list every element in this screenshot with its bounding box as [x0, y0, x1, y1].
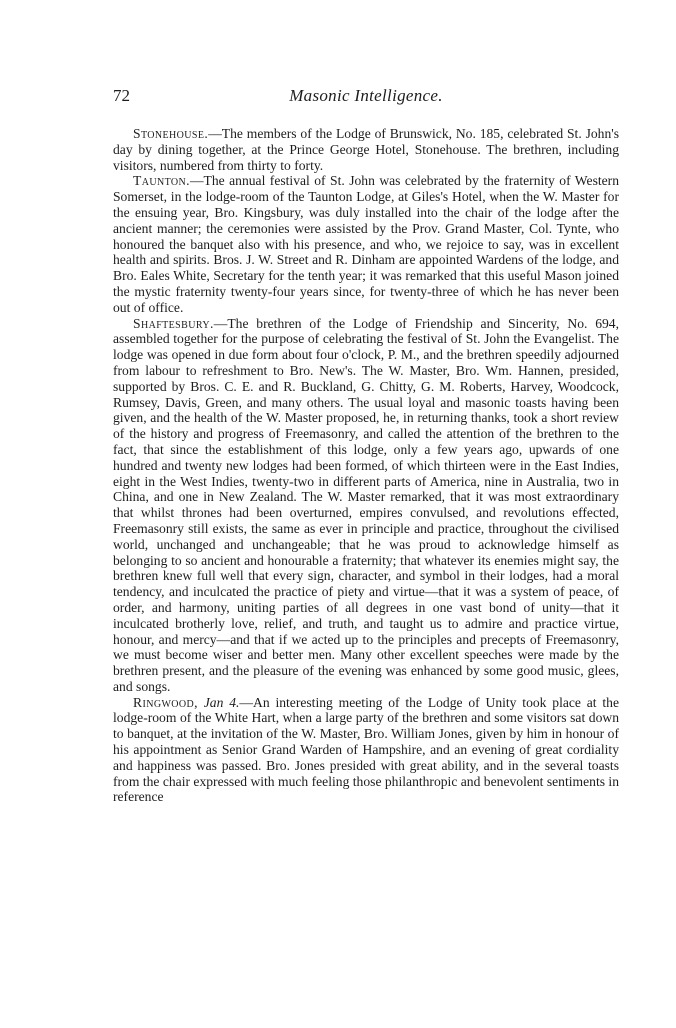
running-title: Masonic Intelligence. — [289, 86, 443, 105]
paragraph-taunton — [113, 173, 619, 315]
paragraph-text: —The annual festival of St. John was celebrated by the fraternity of Western Somerset, in the lodge-room of the Taunton Lodge, at Giles's Hotel, when the W. Master for the ensuing year, Bro. Kingsbury, was duly installed into the chair of the lodge after the ancient manner; the ceremonies were assisted by the Prov. Grand Master, Col. Tynte, who honoured the banquet also with his presence, and who, we rejoice to say, was in excellent health and spirits. Bros. J. W. Street and R. Dinham are appointed Wardens of the lodge, and Bro. Eales White, Secretary for the tenth year; it was remarked that this useful Mason joined the mystic fraternity twenty-four years since, for twenty-three of which he has never been out of office. — [113, 173, 619, 315]
paragraph-text: —An interesting meeting of the Lodge of Unity took place at the lodge-room of the White Hart, when a large party of the brethren and some visitors sat down to banquet, at the invitation of the W. Master, Bro. William Jones, given by him in honour of his appointment as Senior Grand Warden of Hampshire, and an evening of great cordiality and happiness was passed. Bro. Jones presided with great ability, and in the several toasts from the chair expressed with much feeling those philanthropic and benevolent sentiments in reference — [113, 694, 620, 805]
paragraph-text: —The brethren of the Lodge of Friendship and Sincerity, No. 694, assembled together for the purpose of celebrating the festival of St. John the Evangelist. The lodge was opened in due form about four o'clock, P. M., and the brethren speedily adjourned from labour to refreshment to Bro. New's. The W. Master, Bro. Wm. Hannen, presided, supported by Bros. C. E. and R. Buckland, G. Chitty, G. M. Roberts, Harvey, Woodcock, Rumsey, Davis, Green, and many others. The usual loyal and masonic toasts having been given, and the health of the W. Master proposed, he, in returning thanks, took a short review of the history and progress of Freemasonry, and called the attention of the brethren to the fact, that since the establishment of this lodge, only a few years ago, upwards of one hundred and twenty new lodges had been formed, of which thirteen were in the East Indies, eight in the West Indies, twenty-two in different parts of America, nine in Australia, two in China, and one in New Zealand. The W. Master remarked, that it was most extraordinary that whilst thrones had been overturned, empires convulsed, and revolutions effected, Freemasonry still exists, the same as ever in principle and practice, throughout the civilised world, unchanged and unchangeable; that he was proud to acknowledge himself as belonging to so ancient and honourable a fraternity; that whatever its enemies might say, the brethren knew full well that every sign, character, and symbol in their lodges, had a moral tendency, and inculcated the practice of piety and virtue—that it was a system of peace, of order, and harmony, uniting parties of all degrees in one vast bond of unity—that it inculcated brotherly love, relief, and truth, and taught us to admire and practice virtue, honour, and mercy—and that if we acted up to the principles and precepts of Freemasonry, we must become wiser and better men. Many other excellent speeches were made by the brethren present, and the pleasure of the evening was enhanced by some good music, glees, and songs. — [113, 315, 619, 694]
entry-date: Jan 4. — [197, 694, 240, 710]
paragraph-shaftesbury — [113, 316, 619, 695]
place-name: Shaftesbury. — [133, 315, 214, 331]
page-header — [113, 86, 619, 112]
place-name: Ringwood, — [133, 694, 198, 710]
paragraph-ringwood — [113, 695, 619, 806]
paragraph-stonehouse — [113, 126, 619, 173]
paragraph-text: —The members of the Lodge of Brunswick, No. 185, celebrated St. John's day by dining together, at the Prince George Hotel, Stonehouse. The brethren, including visitors, numbered from thirty to forty. — [113, 126, 619, 173]
page-number: 72 — [113, 86, 130, 105]
place-name: Stonehouse. — [133, 126, 209, 141]
place-name: Taunton. — [133, 173, 190, 189]
article-body — [113, 126, 619, 805]
